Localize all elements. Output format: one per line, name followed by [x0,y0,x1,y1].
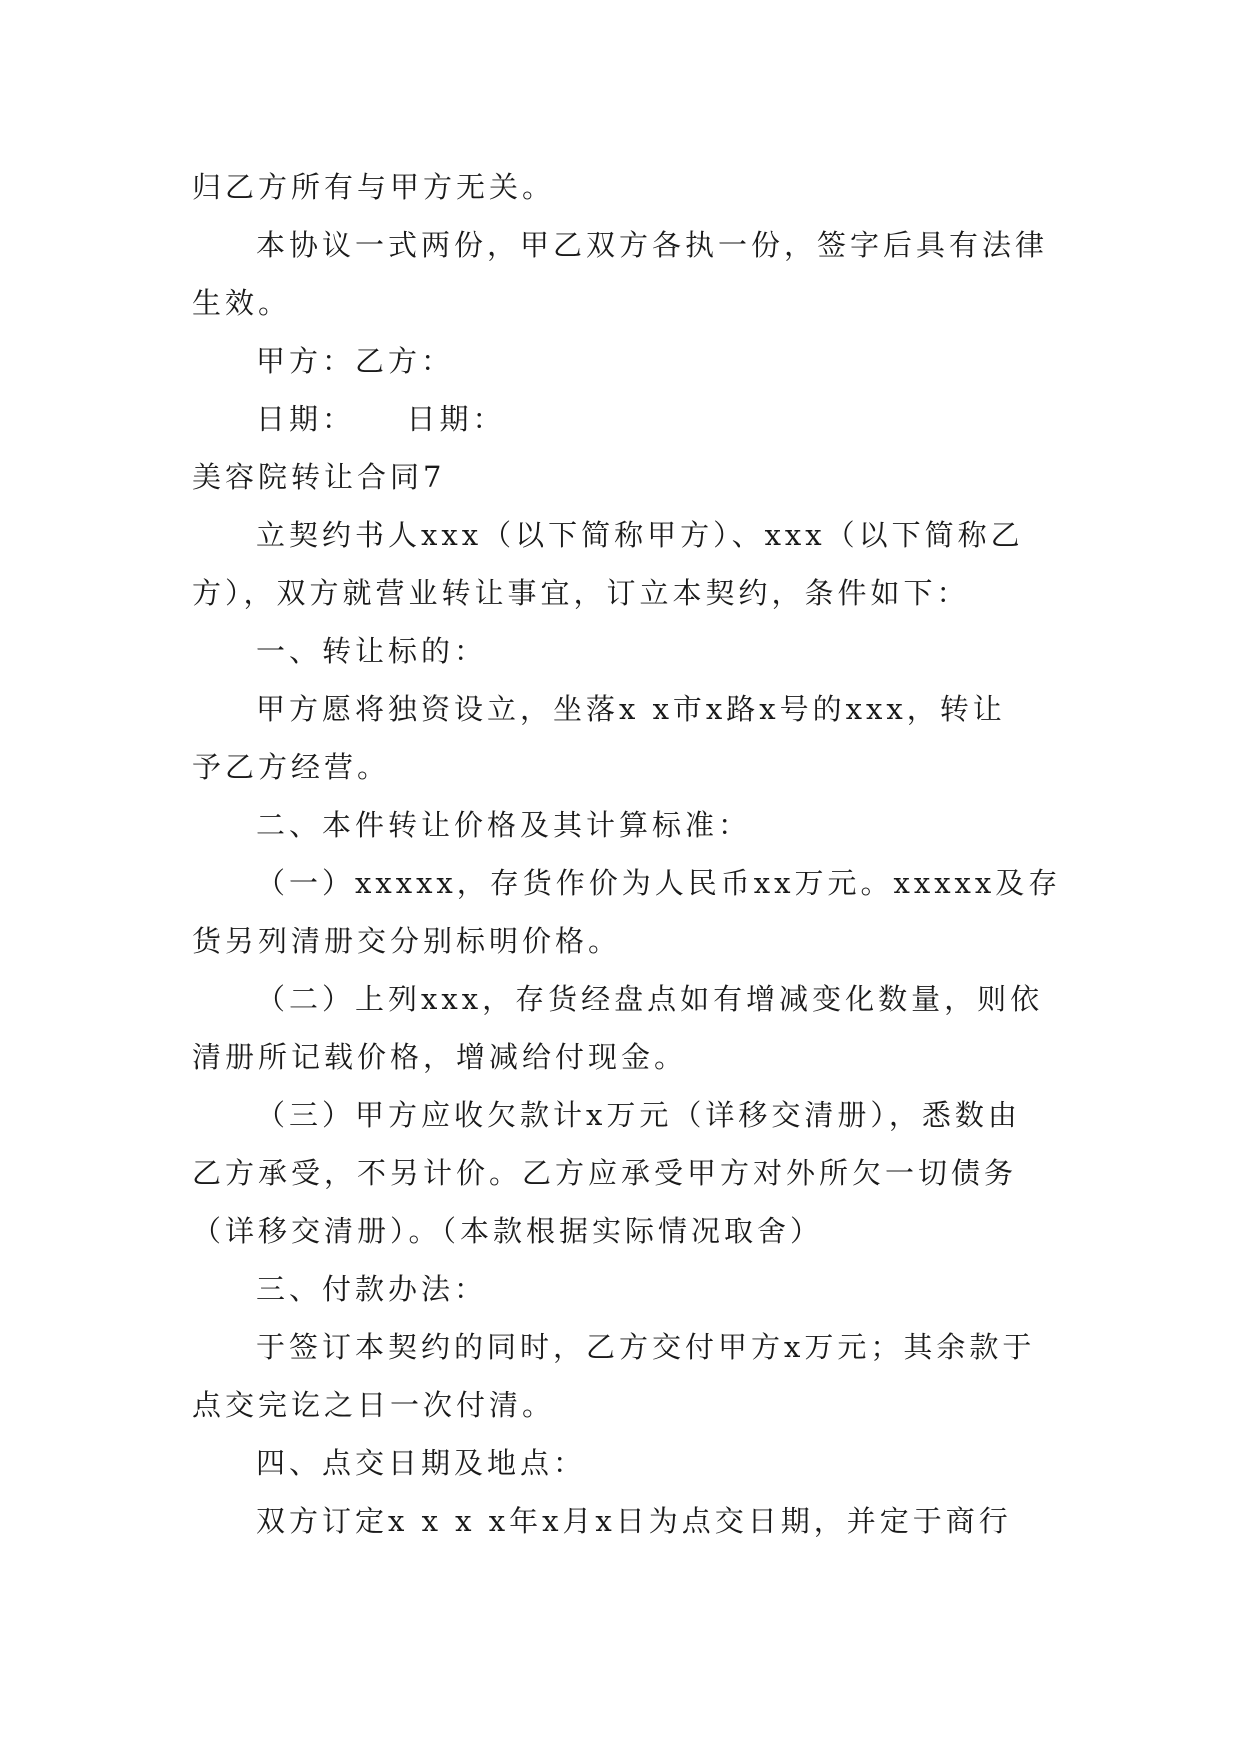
clause-heading: 一、转让标的： [256,634,488,668]
paragraph-line: 归乙方所有与甲方无关。 [192,170,556,204]
paragraph-line: 甲方愿将独资设立，坐落x x市x路x号的xxx，转让 [256,692,1006,726]
section-heading: 美容院转让合同7 [192,460,446,494]
clause-heading: 二、本件转让价格及其计算标准： [256,808,752,842]
paragraph-line: 乙方承受，不另计价。乙方应承受甲方对外所欠一切债务 [192,1156,1018,1190]
paragraph-line: 予乙方经营。 [192,750,391,784]
paragraph-line: （详移交清册）。（本款根据实际情况取舍） [192,1214,824,1248]
paragraph-line: 生效。 [192,286,292,320]
paragraph-line: 方），双方就营业转让事宜，订立本契约，条件如下： [192,576,970,610]
signature-party-line: 甲方：乙方： [256,344,455,378]
paragraph-line: 货另列清册交分别标明价格。 [192,924,622,958]
paragraph-line: 本协议一式两份，甲乙双方各执一份，签字后具有法律 [256,228,1049,262]
paragraph-line: 点交完讫之日一次付清。 [192,1388,556,1422]
paragraph-line: 立契约书人xxx（以下简称甲方）、xxx（以下简称乙 [256,518,1024,552]
paragraph-line: 清册所记载价格，增减给付现金。 [192,1040,688,1074]
paragraph-line: 于签订本契约的同时，乙方交付甲方x万元；其余款于 [256,1330,1036,1364]
paragraph-line: （三）甲方应收欠款计x万元（详移交清册），悉数由 [256,1098,1021,1132]
signature-date-line: 日期： 日期： [256,402,506,436]
paragraph-line: （二）上列xxx，存货经盘点如有增减变化数量，则依 [256,982,1044,1016]
clause-heading: 三、付款办法： [256,1272,488,1306]
clause-heading: 四、点交日期及地点： [256,1446,587,1480]
paragraph-line: 双方订定x x x x年x月x日为点交日期，并定于商行 [256,1504,1012,1538]
document-body [192,158,1062,1550]
paragraph-line: （一）xxxxx，存货作价为人民币xx万元。xxxxx及存 [256,866,1062,900]
